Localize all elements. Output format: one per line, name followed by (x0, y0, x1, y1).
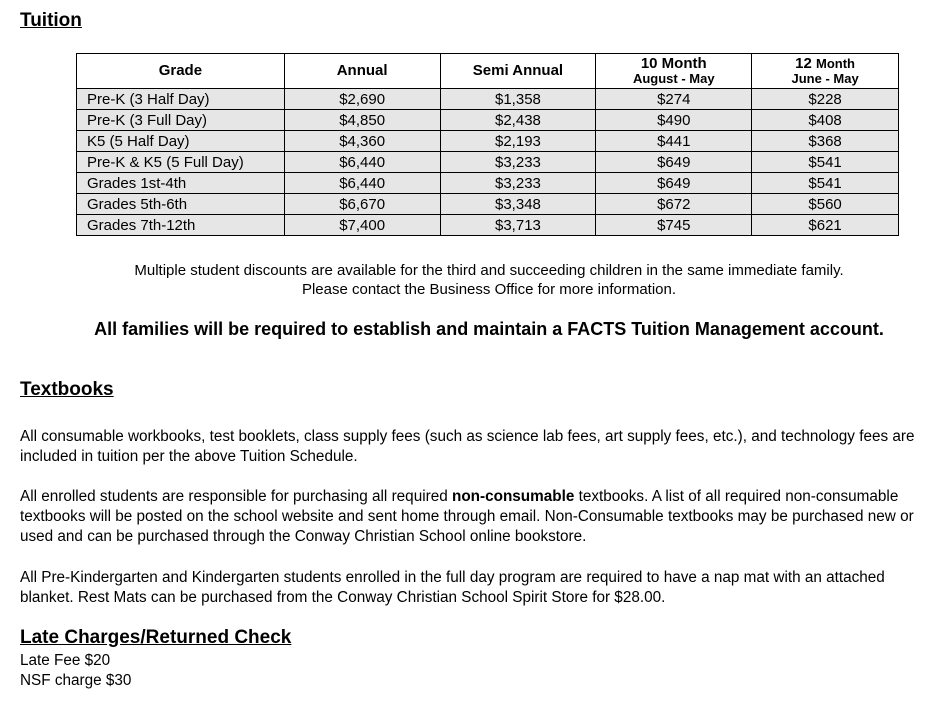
grade-cell: Pre-K & K5 (5 Full Day) (77, 152, 285, 173)
late-charges-heading: Late Charges/Returned Check (20, 627, 292, 648)
annual-cell: $6,440 (284, 152, 440, 173)
grade-cell: Grades 7th-12th (77, 215, 285, 236)
grade-cell: Grades 5th-6th (77, 194, 285, 215)
tuition-heading: Tuition (20, 10, 82, 31)
table-row (77, 89, 899, 110)
column-header-annual: Annual (284, 54, 440, 89)
late-fee-line: Late Fee $20 (20, 652, 111, 669)
grade-cell: Pre-K (3 Full Day) (77, 110, 285, 131)
annual-cell: $6,440 (284, 173, 440, 194)
column-header-12-month-number: 12 (795, 55, 812, 73)
annual-cell: $4,850 (284, 110, 440, 131)
annual-cell: $4,360 (284, 131, 440, 152)
tuition-header-row (77, 54, 899, 89)
business-office-note: Please contact the Business Office for more information. (301, 281, 677, 298)
ten-month-cell: $672 (596, 194, 752, 215)
semi-annual-cell: $3,348 (440, 194, 596, 215)
nap-mat-paragraph: All Pre-Kindergarten and Kindergarten students enrolled in the full day program are required to have a nap mat with an attached blanket. Rest Mats can be purchased from the Conway Christian School Spirit Store for $28.00. (20, 569, 885, 606)
column-header-10-month-range: August - May (632, 71, 715, 87)
textbooks-heading: Textbooks (20, 379, 114, 400)
ten-month-cell: $490 (596, 110, 752, 131)
grade-cell: Pre-K (3 Half Day) (77, 89, 285, 110)
table-row (77, 131, 899, 152)
non-consumables-paragraph (20, 487, 935, 547)
twelve-month-cell: $541 (752, 152, 899, 173)
non-consumable-emphasis: non-consumable (451, 488, 575, 505)
column-header-grade: Grade (77, 54, 285, 89)
annual-cell: $7,400 (284, 215, 440, 236)
twelve-month-cell: $368 (752, 131, 899, 152)
column-header-12-month-word: Month (816, 56, 855, 72)
annual-cell: $2,690 (284, 89, 440, 110)
semi-annual-cell: $1,358 (440, 89, 596, 110)
column-header-10-month (596, 54, 752, 89)
ten-month-cell: $649 (596, 173, 752, 194)
grade-cell: K5 (5 Half Day) (77, 131, 285, 152)
column-header-12-month-range: June - May (791, 71, 859, 87)
semi-annual-cell: $2,438 (440, 110, 596, 131)
semi-annual-cell: $3,233 (440, 152, 596, 173)
ten-month-cell: $441 (596, 131, 752, 152)
table-row (77, 194, 899, 215)
twelve-month-cell: $621 (752, 215, 899, 236)
grade-cell: Grades 1st-4th (77, 173, 285, 194)
table-row (77, 152, 899, 173)
non-consumables-text-after: textbooks. A list of all required non-consumable textbooks will be posted on the school website and sent home through email. Non-Consumable textbooks may be purchased new or used and can be purchased through the Conway Christian School online bookstore. (20, 488, 914, 545)
discount-note: Multiple student discounts are available for the third and succeeding children in the same immediate family. (134, 262, 844, 279)
semi-annual-cell: $3,713 (440, 215, 596, 236)
non-consumables-text-before: All enrolled students are responsible for purchasing all required (20, 488, 452, 505)
twelve-month-cell: $560 (752, 194, 899, 215)
semi-annual-cell: $2,193 (440, 131, 596, 152)
table-row (77, 110, 899, 131)
facts-notice: All families will be required to establish and maintain a FACTS Tuition Management account. (94, 319, 884, 339)
table-row (77, 173, 899, 194)
ten-month-cell: $274 (596, 89, 752, 110)
consumables-paragraph: All consumable workbooks, test booklets, class supply fees (such as science lab fees, art supply fees, etc.), and technology fees are included in tuition per the above Tuition Schedule. (20, 428, 915, 465)
semi-annual-cell: $3,233 (440, 173, 596, 194)
ten-month-cell: $745 (596, 215, 752, 236)
twelve-month-cell: $408 (752, 110, 899, 131)
ten-month-cell: $649 (596, 152, 752, 173)
annual-cell: $6,670 (284, 194, 440, 215)
table-row (77, 215, 899, 236)
column-header-10-month-title: 10 Month (640, 55, 707, 73)
column-header-semi-annual: Semi Annual (440, 54, 596, 89)
nsf-charge-line: NSF charge $30 (20, 672, 132, 689)
column-header-12-month (752, 54, 899, 89)
tuition-table (76, 53, 899, 236)
twelve-month-cell: $541 (752, 173, 899, 194)
twelve-month-cell: $228 (752, 89, 899, 110)
